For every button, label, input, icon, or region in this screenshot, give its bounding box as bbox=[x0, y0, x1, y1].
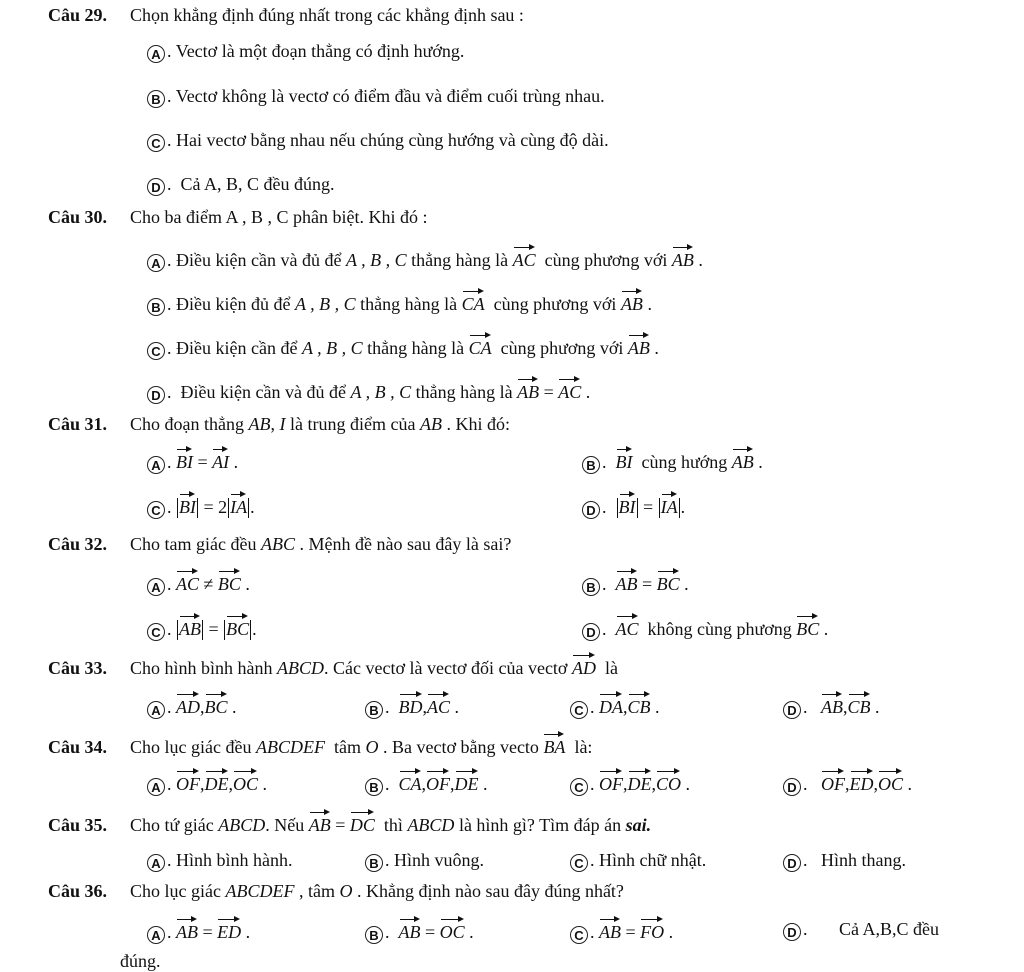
vector: IA bbox=[661, 493, 678, 515]
option-text: Hình bình hành. bbox=[176, 850, 293, 870]
option-c: C . Hình chữ nhật. bbox=[570, 849, 706, 872]
option-c: C . OF,DE,CO . bbox=[570, 770, 690, 796]
option-letter-icon: C bbox=[147, 342, 165, 360]
question-stem: là trung điểm của bbox=[290, 414, 416, 434]
question-stem: Cho tam giác đều bbox=[130, 534, 257, 554]
vector: IA bbox=[230, 493, 247, 515]
question-stem: Chọn khẳng định đúng nhất trong các khẳng định sau : bbox=[130, 5, 524, 25]
question-36 bbox=[48, 880, 1004, 902]
operator: = bbox=[208, 619, 219, 639]
abs-bar bbox=[202, 620, 203, 640]
vector: OC bbox=[233, 770, 258, 792]
shape: ABCD bbox=[277, 658, 324, 678]
question-stem: Cho tứ giác bbox=[130, 815, 214, 835]
vector: OC bbox=[440, 918, 465, 940]
option-text: Hình chữ nhật. bbox=[599, 850, 707, 870]
option-text: Cả A,B,C đều bbox=[839, 919, 940, 939]
vector: BD bbox=[399, 693, 423, 715]
operator: = bbox=[625, 922, 636, 942]
triangle: ABC bbox=[260, 534, 295, 554]
option-d: D . AC không cùng phương BC . bbox=[582, 615, 828, 641]
option-letter-icon: D bbox=[582, 623, 600, 641]
option-a: A . AB = ED . bbox=[147, 918, 250, 944]
vector: DC bbox=[350, 811, 375, 833]
option-b: B . Hình vuông. bbox=[365, 849, 484, 872]
vector: BI bbox=[179, 493, 196, 515]
abs-bar bbox=[248, 498, 249, 518]
emphasis: sai. bbox=[625, 815, 652, 835]
vector: AB bbox=[821, 693, 843, 715]
vector: AI bbox=[212, 448, 229, 470]
question-29 bbox=[48, 4, 1004, 26]
abs-bar bbox=[177, 498, 178, 518]
abs-bar bbox=[228, 498, 229, 518]
option-letter-icon: D bbox=[147, 178, 165, 196]
question-stem: . Nếu bbox=[265, 815, 305, 835]
segment: AB bbox=[419, 414, 442, 434]
vector: BC bbox=[205, 693, 228, 715]
question-stem: là hình gì? Tìm đáp án bbox=[458, 815, 622, 835]
vector: FO bbox=[640, 918, 664, 940]
option-text: Cả A, B, C đều đúng. bbox=[180, 174, 335, 194]
vector: AC bbox=[176, 570, 199, 592]
option-a: A . Hình bình hành. bbox=[147, 849, 293, 872]
shape: ABCD bbox=[218, 815, 266, 835]
option-c: C . DA,CB . bbox=[570, 693, 660, 719]
option-letter-icon: C bbox=[570, 854, 588, 872]
question-number: Câu 35. bbox=[48, 815, 108, 835]
vector: BC bbox=[657, 570, 680, 592]
option-b: B . BD,AC . bbox=[365, 693, 459, 719]
points: A , B , C bbox=[345, 250, 407, 270]
shape: ABCDEF bbox=[225, 881, 295, 901]
question-35 bbox=[48, 811, 1004, 836]
abs-bar bbox=[617, 498, 618, 518]
option-text: thẳng hàng là bbox=[411, 250, 509, 270]
segment: AB bbox=[248, 414, 271, 434]
question-number: Câu 31. bbox=[48, 414, 108, 434]
option-letter-icon: B bbox=[582, 456, 600, 474]
vector: BI bbox=[619, 493, 636, 515]
point: O bbox=[339, 881, 353, 901]
question-number: Câu 32. bbox=[48, 534, 108, 554]
question-stem: tâm bbox=[333, 737, 361, 757]
option-c: C . Hai vectơ bằng nhau nếu chúng cùng hướng và cùng độ dài. bbox=[147, 129, 609, 152]
option-letter-icon: C bbox=[147, 623, 165, 641]
vector: AD bbox=[176, 693, 200, 715]
option-text: Điều kiện cần và đủ để bbox=[176, 250, 342, 270]
option-c: C . BI = 2 IA . bbox=[147, 493, 255, 519]
option-b: B . BI cùng hướng AB . bbox=[582, 448, 763, 474]
option-d: D . AB,CB . bbox=[783, 693, 880, 719]
question-31 bbox=[48, 413, 1004, 435]
option-b: B . Vectơ không là vectơ có điểm đầu và điểm cuối trùng nhau. bbox=[147, 85, 605, 108]
vector: AC bbox=[616, 615, 639, 637]
vector: BA bbox=[543, 733, 565, 755]
vector: DE bbox=[455, 770, 479, 792]
question-stem: Cho hình bình hành bbox=[130, 658, 273, 678]
option-text: không cùng phương bbox=[647, 619, 792, 639]
option-b: B . CA,OF,DE . bbox=[365, 770, 488, 796]
vector: AC bbox=[558, 378, 581, 400]
option-letter-icon: D bbox=[582, 501, 600, 519]
option-c: C . AB = FO . bbox=[570, 918, 673, 944]
question-stem: . Ba vectơ bằng vecto bbox=[382, 737, 539, 757]
option-a: A . OF,DE,OC . bbox=[147, 770, 267, 796]
option-b: B . AB = BC . bbox=[582, 570, 689, 596]
question-stem: thì bbox=[383, 815, 403, 835]
option-letter-icon: A bbox=[147, 45, 165, 63]
option-letter-icon: D bbox=[783, 854, 801, 872]
abs-bar bbox=[637, 498, 638, 518]
operator: = bbox=[335, 815, 346, 835]
option-text: cùng phương với bbox=[493, 294, 617, 314]
option-letter-icon: A bbox=[147, 701, 165, 719]
question-32 bbox=[48, 533, 1004, 555]
abs-bar bbox=[197, 498, 198, 518]
points: A , B , C bbox=[301, 338, 363, 358]
option-letter-icon: A bbox=[147, 456, 165, 474]
abs-bar bbox=[679, 498, 680, 518]
vector: AB bbox=[176, 918, 198, 940]
option-letter-icon: A bbox=[147, 254, 165, 272]
option-letter-icon: C bbox=[147, 501, 165, 519]
option-text: Hai vectơ bằng nhau nếu chúng cùng hướng và cùng độ dài. bbox=[176, 130, 609, 150]
option-d: D . Hình thang. bbox=[783, 849, 906, 872]
vector: AB bbox=[616, 570, 638, 592]
question-number: Câu 34. bbox=[48, 737, 108, 757]
question-stem: . Khẳng định nào sau đây đúng nhất? bbox=[356, 881, 624, 901]
option-text: Điều kiện cần và đủ để bbox=[180, 382, 346, 402]
option-d: D . Điều kiện cần và đủ để A , B , C thẳng hàng là AB = AC . bbox=[147, 378, 590, 404]
option-text: thẳng hàng là bbox=[415, 382, 513, 402]
vector: AB bbox=[628, 334, 650, 356]
option-text: cùng phương với bbox=[500, 338, 624, 358]
option-text: đúng. bbox=[120, 951, 161, 971]
vector: OF bbox=[599, 770, 623, 792]
point: O bbox=[365, 737, 379, 757]
option-letter-icon: C bbox=[570, 926, 588, 944]
option-text: thẳng hàng là bbox=[360, 294, 458, 314]
operator: = 2 bbox=[203, 497, 228, 517]
vector: AB bbox=[672, 246, 694, 268]
option-text: cùng hướng bbox=[641, 452, 728, 472]
vector: AC bbox=[427, 693, 450, 715]
vector: AB bbox=[732, 448, 754, 470]
operator: = bbox=[643, 497, 654, 517]
vector: CB bbox=[628, 693, 651, 715]
operator: ≠ bbox=[203, 574, 214, 594]
question-stem: là: bbox=[574, 737, 593, 757]
abs-bar bbox=[659, 498, 660, 518]
vector: AB bbox=[309, 811, 331, 833]
question-number: Câu 36. bbox=[48, 881, 108, 901]
operator: = bbox=[425, 922, 436, 942]
question-stem: . Mệnh đề nào sau đây là sai? bbox=[299, 534, 512, 554]
option-a: A . AD,BC . bbox=[147, 693, 237, 719]
question-34 bbox=[48, 733, 1004, 758]
vector: OF bbox=[426, 770, 450, 792]
option-text: cùng phương với bbox=[544, 250, 668, 270]
option-b: B . Điều kiện đủ để A , B , C thẳng hàng là CA cùng phương với AB . bbox=[147, 290, 652, 316]
points: A , B , C bbox=[350, 382, 412, 402]
vector: CA bbox=[399, 770, 422, 792]
option-b: B . AB = OC . bbox=[365, 918, 474, 944]
option-letter-icon: D bbox=[783, 701, 801, 719]
point: I bbox=[279, 414, 286, 434]
vector: BI bbox=[176, 448, 193, 470]
option-letter-icon: C bbox=[147, 134, 165, 152]
points: A , B , C bbox=[294, 294, 356, 314]
vector: CA bbox=[469, 334, 492, 356]
shape: ABCD bbox=[407, 815, 455, 835]
question-stem: . Các vectơ là vectơ đối của vectơ bbox=[324, 658, 568, 678]
vector: CA bbox=[462, 290, 485, 312]
abs-bar bbox=[224, 620, 225, 640]
vector: ED bbox=[850, 770, 874, 792]
option-letter-icon: D bbox=[783, 778, 801, 796]
question-number: Câu 33. bbox=[48, 658, 108, 678]
question-stem: . Khi đó: bbox=[446, 414, 510, 434]
vector: AB bbox=[599, 918, 621, 940]
question-stem: , tâm bbox=[298, 881, 335, 901]
vector: DE bbox=[205, 770, 229, 792]
option-letter-icon: A bbox=[147, 778, 165, 796]
operator: = bbox=[197, 452, 208, 472]
question-33 bbox=[48, 654, 1004, 679]
option-letter-icon: A bbox=[147, 854, 165, 872]
vector: CO bbox=[656, 770, 681, 792]
option-letter-icon: B bbox=[365, 778, 383, 796]
question-number: Câu 29. bbox=[48, 5, 108, 25]
option-letter-icon: B bbox=[365, 854, 383, 872]
option-letter-icon: D bbox=[147, 386, 165, 404]
vector: ED bbox=[217, 918, 241, 940]
option-d: D . BI = IA . bbox=[582, 493, 685, 519]
vector: OF bbox=[821, 770, 845, 792]
vector: BC bbox=[226, 615, 249, 637]
option-text: Hình vuông. bbox=[394, 850, 484, 870]
option-letter-icon: B bbox=[147, 90, 165, 108]
abs-bar bbox=[177, 620, 178, 640]
option-d-wrap bbox=[120, 950, 161, 972]
option-letter-icon: D bbox=[783, 923, 801, 941]
option-c: C . AB = BC . bbox=[147, 615, 257, 641]
vector: AB bbox=[517, 378, 539, 400]
question-stem: Cho đoạn thẳng bbox=[130, 414, 244, 434]
option-text: Điều kiện đủ để bbox=[176, 294, 291, 314]
option-text: Hình thang. bbox=[821, 850, 906, 870]
question-30 bbox=[48, 206, 1004, 228]
option-letter-icon: A bbox=[147, 926, 165, 944]
vector: AB bbox=[179, 615, 201, 637]
abs-bar bbox=[250, 620, 251, 640]
option-letter-icon: B bbox=[147, 298, 165, 316]
question-stem: Cho ba điểm A , B , C phân biệt. Khi đó : bbox=[130, 207, 428, 227]
vector: DA bbox=[599, 693, 623, 715]
operator: = bbox=[202, 922, 213, 942]
option-a: A . Điều kiện cần và đủ để A , B , C thẳng hàng là AC cùng phương với AB . bbox=[147, 246, 703, 272]
option-letter-icon: A bbox=[147, 578, 165, 596]
operator: = bbox=[642, 574, 653, 594]
question-stem: Cho lục giác đều bbox=[130, 737, 252, 757]
vector: BC bbox=[218, 570, 241, 592]
question-number: Câu 30. bbox=[48, 207, 108, 227]
question-stem: , bbox=[270, 414, 275, 434]
option-letter-icon: B bbox=[365, 701, 383, 719]
option-letter-icon: B bbox=[365, 926, 383, 944]
question-stem: là bbox=[604, 658, 618, 678]
option-a: A . Vectơ là một đoạn thẳng có định hướng. bbox=[147, 40, 464, 63]
vector: OF bbox=[176, 770, 200, 792]
shape: ABCDEF bbox=[255, 737, 325, 757]
vector: CB bbox=[848, 693, 871, 715]
option-text: thẳng hàng là bbox=[367, 338, 465, 358]
option-d: D . Cả A,B,C đều bbox=[783, 918, 939, 941]
vector: OC bbox=[878, 770, 903, 792]
option-d: D . Cả A, B, C đều đúng. bbox=[147, 173, 335, 196]
option-letter-icon: B bbox=[582, 578, 600, 596]
vector: BI bbox=[616, 448, 633, 470]
vector: BC bbox=[796, 615, 819, 637]
option-text: Vectơ là một đoạn thẳng có định hướng. bbox=[175, 41, 465, 61]
option-text: Vectơ không là vectơ có điểm đầu và điểm cuối trùng nhau. bbox=[175, 86, 605, 106]
option-text: Điều kiện cần để bbox=[176, 338, 298, 358]
vector: DE bbox=[628, 770, 652, 792]
option-d: D . OF,ED,OC . bbox=[783, 770, 912, 796]
question-stem: Cho lục giác bbox=[130, 881, 221, 901]
operator: = bbox=[543, 382, 554, 402]
option-letter-icon: C bbox=[570, 778, 588, 796]
option-letter-icon: C bbox=[570, 701, 588, 719]
vector: AD bbox=[572, 654, 596, 676]
option-a: A . BI = AI . bbox=[147, 448, 238, 474]
vector: AB bbox=[399, 918, 421, 940]
option-a: A . AC ≠ BC . bbox=[147, 570, 250, 596]
option-c: C . Điều kiện cần để A , B , C thẳng hàng là CA cùng phương với AB . bbox=[147, 334, 659, 360]
vector: AC bbox=[513, 246, 536, 268]
vector: AB bbox=[621, 290, 643, 312]
